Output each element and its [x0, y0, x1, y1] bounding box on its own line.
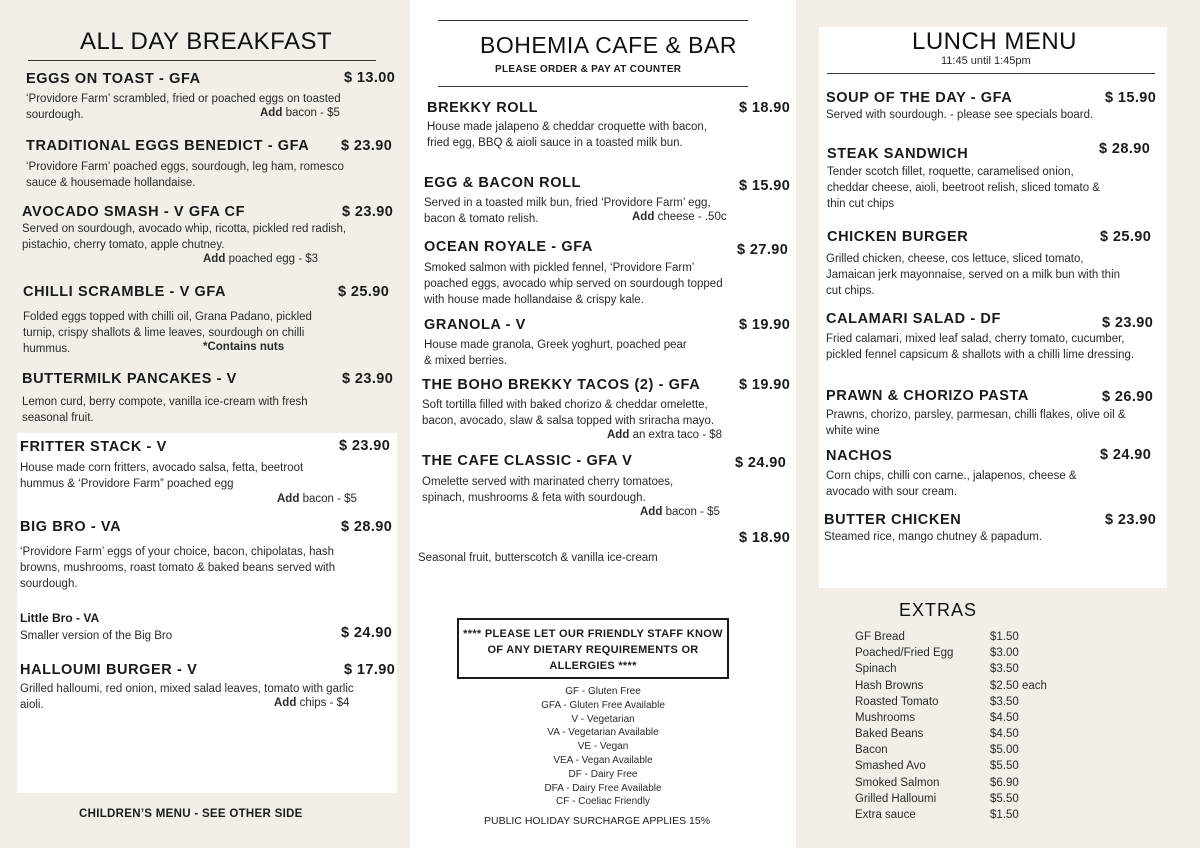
center-title-bottom-rule [438, 86, 748, 87]
menu-item-name: CALAMARI SALAD - DF [826, 311, 1001, 327]
menu-item-desc: Fried calamari, mixed leaf salad, cherry tomato, cucumber, pickled fennel capsicum & shallots with a chilli lime dressing. [826, 333, 1135, 361]
menu-item-price: $ 23.90 [1105, 512, 1157, 528]
lunch-hours: 11:45 until 1:45pm [941, 55, 1031, 67]
legend-item: GFA - Gluten Free Available [541, 699, 665, 711]
childrens-menu-note: CHILDREN’S MENU - SEE OTHER SIDE [79, 808, 303, 820]
extras-item-price: $4.50 [990, 728, 1019, 740]
menu-item-price: $ 23.90 [342, 204, 394, 220]
menu-item-desc: Omelette served with marinated cherry tomatoes, spinach, mushrooms & feta with sourdough. [422, 476, 674, 504]
menu-item-name: BUTTER CHICKEN [824, 512, 962, 528]
menu-item-desc: ‘Providore Farm’ scrambled, fried or poached eggs on toasted sourdough. [26, 93, 341, 121]
menu-item-desc: Seasonal fruit, butterscotch & vanilla ice-cream [418, 552, 658, 564]
order-instruction: PLEASE ORDER & PAY AT COUNTER [495, 64, 682, 75]
menu-item-name: GRANOLA - V [424, 317, 526, 333]
dietary-notice: **** PLEASE LET OUR FRIENDLY STAFF KNOW OF ANY DIETARY REQUIREMENTS OR ALLERGIES **** [457, 618, 729, 679]
menu-item-addon: Add cheese - .50c [632, 211, 727, 223]
extras-title: EXTRAS [899, 600, 978, 620]
extras-item-name: Roasted Tomato [855, 696, 939, 708]
menu-item-name: STEAK SANDWICH [827, 146, 969, 162]
extras-item-name: Extra sauce [855, 809, 916, 821]
extras-item-price: $5.50 [990, 760, 1019, 772]
extras-item-name: Smoked Salmon [855, 777, 940, 789]
menu-item-name: EGGS ON TOAST - GFA [26, 71, 201, 87]
menu-item-name: CHILLI SCRAMBLE - V GFA [23, 284, 227, 300]
surcharge-note: PUBLIC HOLIDAY SURCHARGE APPLIES 15% [484, 815, 711, 827]
lunch-title: LUNCH MENU [912, 28, 1078, 55]
legend-item: CF - Coeliac Friendly [556, 796, 650, 808]
extras-item-name: Hash Browns [855, 680, 924, 692]
breakfast-title-rule [28, 60, 376, 61]
menu-item-desc: Smoked salmon with pickled fennel, ‘Providore Farm’ poached eggs, avocado whip served on sourdough topped with house made hollandaise & crispy kale. [424, 262, 723, 306]
extras-item-name: Poached/Fried Egg [855, 647, 954, 659]
menu-item-desc: Tender scotch fillet, roquette, caramelised onion, cheddar cheese, aioli, beetroot relish, sliced tomato & thin cut chips [827, 166, 1100, 210]
menu-item-desc: Served in a toasted milk bun, fried ‘Providore Farm’ egg, bacon & tomato relish. [424, 197, 711, 225]
lunch-title-rule [827, 73, 1155, 74]
cafe-title: BOHEMIA CAFE & BAR [480, 32, 737, 58]
menu-item-price: $ 24.90 [735, 455, 787, 471]
menu-item-price: $ 15.90 [1105, 90, 1157, 106]
menu-item-addon: Add chips - $4 [274, 697, 350, 709]
extras-item-name: Grilled Halloumi [855, 793, 937, 805]
menu-item-addon: Add poached egg - $3 [203, 253, 319, 265]
menu-item-name: PRAWN & CHORIZO PASTA [826, 388, 1029, 404]
menu-item-price: $ 13.00 [344, 70, 396, 86]
menu-item-desc: Served on sourdough, avocado whip, ricotta, pickled red radish, pistachio, cherry tomato, apple chutney. [22, 223, 347, 251]
menu-item-name: TRADITIONAL EGGS BENEDICT - GFA [26, 138, 310, 154]
extras-item-price: $3.50 [990, 696, 1019, 708]
menu-item-desc: Folded eggs topped with chilli oil, Grana Padano, pickled turnip, crispy shallots & lime leaves, sourdough on chilli hummus. [23, 311, 312, 355]
legend-item: VEA - Vegan Available [553, 755, 653, 766]
menu-item-addon: Add bacon - $5 [640, 506, 720, 518]
menu-item-desc: Grilled chicken, cheese, cos lettuce, sliced tomato, Jamaican jerk mayonnaise, served on a milk bun with thin cut chips. [826, 253, 1121, 297]
menu-item-price: $ 28.90 [1099, 141, 1151, 157]
extras-item-price: $5.00 [990, 744, 1019, 756]
menu-item-desc: Served with sourdough. - please see specials board. [826, 109, 1094, 121]
extras-item-price: $3.50 [990, 663, 1019, 675]
menu-item-addon: Add bacon - $5 [260, 107, 340, 119]
legend-item: DF - Dairy Free [568, 768, 638, 780]
menu-item-desc: Smaller version of the Big Bro [20, 630, 173, 642]
extras-item-price: $5.50 [990, 793, 1019, 805]
menu-item-price: $ 23.90 [342, 371, 394, 387]
legend-item: GF - Gluten Free [565, 686, 641, 697]
menu-item-price: $ 23.90 [339, 438, 391, 454]
menu-item-note: *Contains nuts [203, 341, 285, 353]
menu-item-desc: Lemon curd, berry compote, vanilla ice-cream with fresh seasonal fruit. [22, 396, 308, 424]
menu-item-price: $ 15.90 [739, 178, 791, 194]
menu-item-name: BIG BRO - VA [20, 519, 122, 535]
menu-item-price: $ 28.90 [341, 519, 393, 535]
menu-item-name: AVOCADO SMASH - V GFA CF [22, 204, 246, 220]
menu-item-name: FRITTER STACK - V [20, 439, 167, 455]
extras-item-price: $1.50 [990, 809, 1019, 821]
menu-item-desc: ‘Providore Farm’ poached eggs, sourdough, leg ham, romesco sauce & housemade hollandaise. [26, 161, 344, 189]
menu-item-price: $ 18.90 [739, 100, 791, 116]
extras-item-price: $2.50 each [990, 680, 1047, 692]
menu-item-price: $ 18.90 [739, 530, 791, 546]
menu-item-name: CHICKEN BURGER [827, 229, 969, 245]
menu-item-desc: House made jalapeno & cheddar croquette with bacon, fried egg, BBQ & aioli sauce in a toasted milk bun. [427, 121, 708, 149]
menu-item-price: $ 19.90 [739, 317, 791, 333]
extras-item-name: Smashed Avo [855, 760, 926, 772]
menu-item-desc: Corn chips, chilli con carne., jalapenos, cheese & avocado with sour cream. [826, 470, 1077, 498]
menu-item-name: BREKKY ROLL [427, 100, 539, 116]
menu-item-desc: Steamed rice, mango chutney & papadum. [824, 531, 1042, 543]
extras-item-name: Spinach [855, 663, 897, 675]
extras-item-name: Baked Beans [855, 728, 924, 740]
dietary-legend [410, 685, 796, 810]
extras-item-name: Mushrooms [855, 712, 916, 724]
menu-item-price: $ 23.90 [341, 138, 393, 154]
menu-item-price: $ 25.90 [338, 284, 390, 300]
menu-item-name: EGG & BACON ROLL [424, 175, 582, 191]
legend-item: VE - Vegan [577, 741, 629, 753]
menu-item-desc: ‘Providore Farm’ eggs of your choice, bacon, chipolatas, hash browns, mushrooms, roast tomato & baked beans served with sourdough. [20, 546, 336, 590]
menu-item-price: $ 19.90 [739, 377, 791, 393]
menu-item-price: $ 23.90 [1102, 315, 1154, 331]
extras-item-price: $6.90 [990, 777, 1019, 789]
extras-item-price: $4.50 [990, 712, 1019, 724]
menu-item-price: $ 26.90 [1102, 389, 1154, 405]
legend-item: DFA - Dairy Free Available [544, 782, 662, 794]
menu-item-name: OCEAN ROYALE - GFA [424, 239, 593, 255]
menu-item-price: $ 27.90 [737, 242, 789, 258]
breakfast-title: ALL DAY BREAKFAST [80, 28, 333, 55]
menu-item-price: $ 24.90 [1100, 447, 1152, 463]
menu-item-desc: Soft tortilla filled with baked chorizo & cheddar omelette, bacon, avocado, slaw & salsa topped with sriracha mayo. [422, 399, 715, 427]
menu-item-addon: Add an extra taco - $8 [607, 429, 723, 441]
center-title-top-rule [438, 20, 748, 21]
menu-item-name: THE BOHO BREKKY TACOS (2) - GFA [422, 377, 701, 393]
menu-item-name: Little Bro - VA [20, 611, 100, 625]
extras-item-price: $1.50 [990, 631, 1019, 643]
menu-item-price: $ 25.90 [1100, 229, 1152, 245]
menu-item-desc: House made corn fritters, avocado salsa, fetta, beetroot hummus & ‘Providore Farm” poached egg [20, 462, 304, 490]
menu-item-price: $ 17.90 [344, 662, 396, 678]
menu-item-name: NACHOS [826, 448, 893, 464]
menu-item-desc: Grilled halloumi, red onion, mixed salad leaves, tomato with garlic aioli. [20, 683, 354, 711]
menu-item-price: $ 24.90 [341, 625, 393, 641]
menu-item-name: THE CAFE CLASSIC - GFA V [422, 453, 633, 469]
extras-item-price: $3.00 [990, 647, 1019, 659]
legend-item: V - Vegetarian [571, 713, 635, 725]
extras-item-name: Bacon [855, 744, 888, 756]
menu-item-addon: Add bacon - $5 [277, 493, 357, 505]
menu-item-desc: House made granola, Greek yoghurt, poached pear & mixed berries. [424, 339, 687, 367]
menu-item-name: BUTTERMILK PANCAKES - V [22, 371, 237, 387]
menu-item-desc: Prawns, chorizo, parsley, parmesan, chilli flakes, olive oil & white wine [826, 409, 1126, 437]
extras-item-name: GF Bread [855, 631, 905, 643]
menu-item-name: HALLOUMI BURGER - V [20, 662, 198, 678]
legend-item: VA - Vegetarian Available [547, 727, 659, 739]
menu-item-name: SOUP OF THE DAY - GFA [826, 90, 1013, 106]
